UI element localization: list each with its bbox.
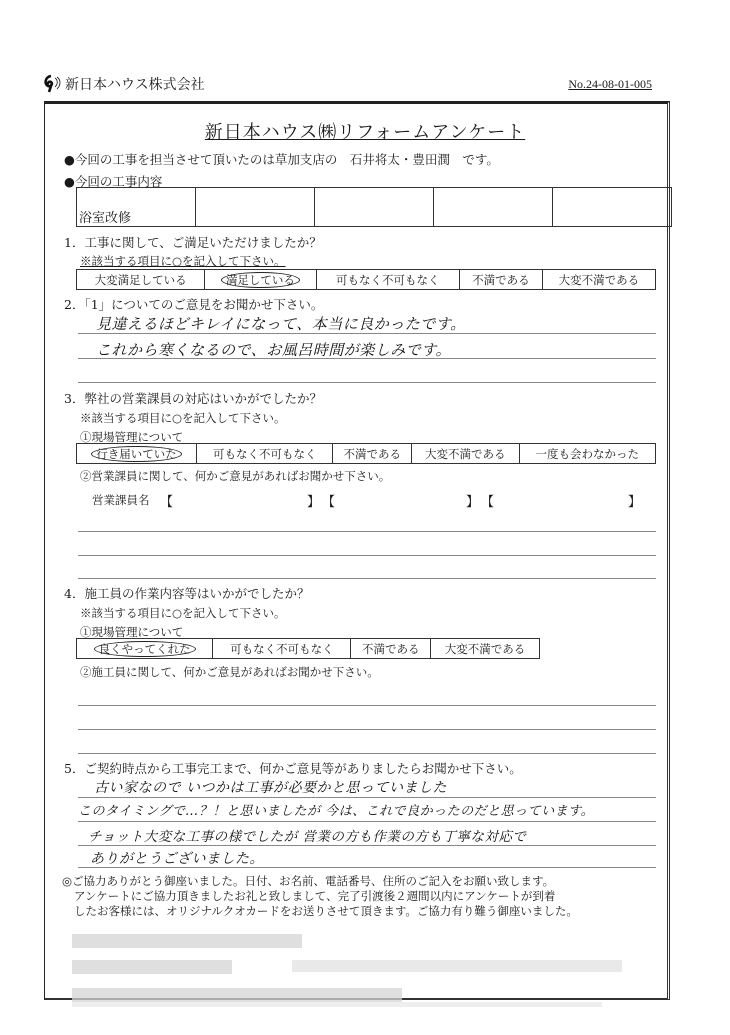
company-logo-icon bbox=[42, 74, 62, 94]
form-title-text: 新日本ハウス㈱リフォームアンケート bbox=[204, 122, 526, 143]
answer-rule bbox=[78, 705, 656, 706]
answer-rule bbox=[78, 867, 656, 868]
q3-option[interactable]: 大変不満である bbox=[412, 444, 520, 464]
answer-rule bbox=[78, 753, 656, 754]
q1-option[interactable]: 不満である bbox=[460, 270, 543, 290]
q4-sub2: ②施工員に関して、何かご意見があればお聞かせ下さい。 bbox=[80, 665, 379, 679]
q4-option[interactable]: 大変不満である bbox=[431, 639, 540, 659]
bracket-close: 】 bbox=[628, 495, 642, 510]
q3-question: 3．弊社の営業課員の対応はいかがでしたか？ bbox=[64, 391, 322, 406]
bracket-close: 】 bbox=[307, 495, 321, 510]
staff-line: ●今回の工事を担当させて頂いたのは草加支店の 石井将太・豊田潤 です。 bbox=[64, 152, 499, 167]
footer-thanks-line: アンケートにご協力頂きましたお礼と致しまして、完了引渡後２週間以内にアンケートが到着 bbox=[74, 889, 556, 903]
q2-answer-line[interactable]: 見違えるほどキレイになって、本当に良かったです。 bbox=[96, 315, 466, 333]
answer-rule bbox=[78, 729, 656, 730]
q3-option-selected[interactable]: 行き届いていた bbox=[77, 444, 197, 464]
q5-answer-line[interactable]: このタイミングで…？！と思いましたが 今は、これで良かったのだと思っています。 bbox=[78, 804, 595, 819]
q4-note: ※該当する項目に○を記入して下さい。 bbox=[80, 606, 286, 620]
q4-question: 4．施工員の作業内容等はいかがでしたか？ bbox=[64, 586, 310, 601]
q3-options bbox=[76, 443, 656, 464]
q5-answer-line[interactable]: チョット大変な工事の様でしたが 営業の方も作業の方も丁寧な対応で bbox=[88, 829, 527, 845]
q4-option-selected[interactable]: 良くやってくれた bbox=[77, 639, 213, 659]
bracket-open: 【 bbox=[481, 495, 495, 510]
q5-question: 5．ご契約時点から工事完工まで、何かご意見等がありましたらお聞かせ下さい。 bbox=[64, 761, 522, 776]
answer-rule bbox=[78, 382, 656, 383]
q4-sub1: ①現場管理について bbox=[80, 625, 184, 639]
q4-option[interactable]: 可もなく不可もなく bbox=[213, 639, 351, 659]
answer-rule bbox=[78, 358, 656, 359]
q4-options bbox=[76, 638, 540, 659]
q1-option[interactable]: 大変不満である bbox=[542, 270, 655, 290]
q1-option[interactable]: 大変満足している bbox=[77, 270, 205, 290]
q3-sub2: ②営業課員に関して、何かご意見があればお聞かせ下さい。 bbox=[80, 469, 391, 483]
form-title bbox=[0, 118, 730, 144]
q2-answer-line[interactable]: これから寒くなるので、お風呂時間が楽しみです。 bbox=[96, 341, 452, 359]
q1-options bbox=[76, 269, 656, 290]
q3-note: ※該当する項目に○を記入して下さい。 bbox=[80, 411, 286, 425]
answer-rule bbox=[78, 578, 656, 579]
company-name: 新日本ハウス株式会社 bbox=[65, 77, 205, 93]
document-number: No.24-08-01-005 bbox=[568, 77, 652, 91]
work-cell[interactable] bbox=[196, 188, 315, 227]
q5-answer-line[interactable]: 古い家なので いつかは工事が必要かと思っていました bbox=[94, 780, 447, 796]
q2-question: 2．「1」についてのご意見をお聞かせ下さい。 bbox=[64, 297, 324, 312]
answer-rule bbox=[78, 821, 656, 822]
footer-thanks-line: したお客様には、オリジナルクオカードをお送りさせて頂きます。ご協力有り難う御座いました。 bbox=[74, 904, 578, 918]
work-content-label: ●今回の工事内容 bbox=[64, 174, 163, 189]
work-cell[interactable] bbox=[553, 188, 672, 227]
answer-rule bbox=[78, 333, 656, 334]
footer-thanks-line: ◎ご協力ありがとう御座いました。日付、お名前、電話番号、住所のご記入をお願い致します。 bbox=[62, 874, 555, 888]
company-logo bbox=[42, 74, 205, 94]
answer-rule bbox=[78, 845, 656, 846]
q5-answer-line[interactable]: ありがとうございました。 bbox=[90, 851, 264, 867]
answer-rule bbox=[78, 797, 656, 798]
work-cell[interactable] bbox=[315, 188, 434, 227]
answer-rule bbox=[78, 555, 656, 556]
bracket-close: 】 bbox=[466, 495, 480, 510]
q3-sub1: ①現場管理について bbox=[80, 430, 184, 444]
q1-option[interactable]: 可もなく不可もなく bbox=[316, 270, 460, 290]
q3-option[interactable]: 不満である bbox=[333, 444, 412, 464]
work-cell[interactable]: 浴室改修 bbox=[77, 188, 196, 227]
q3-option[interactable]: 一度も会わなかった bbox=[519, 444, 655, 464]
staff-name-label: 営業課員名 bbox=[92, 493, 150, 507]
bracket-open: 【 bbox=[160, 495, 174, 510]
q1-option-selected[interactable]: 満足している bbox=[205, 270, 316, 290]
q1-question: 1．工事に関して、ご満足いただけましたか？ bbox=[64, 235, 322, 250]
work-cell[interactable] bbox=[434, 188, 553, 227]
q3-option[interactable]: 可もなく不可もなく bbox=[197, 444, 333, 464]
bracket-open: 【 bbox=[322, 495, 336, 510]
work-content-table bbox=[76, 187, 672, 227]
q1-note: ※該当する項目に○を記入して下さい。 bbox=[80, 254, 286, 268]
q4-option[interactable]: 不満である bbox=[351, 639, 431, 659]
answer-rule bbox=[78, 531, 656, 532]
